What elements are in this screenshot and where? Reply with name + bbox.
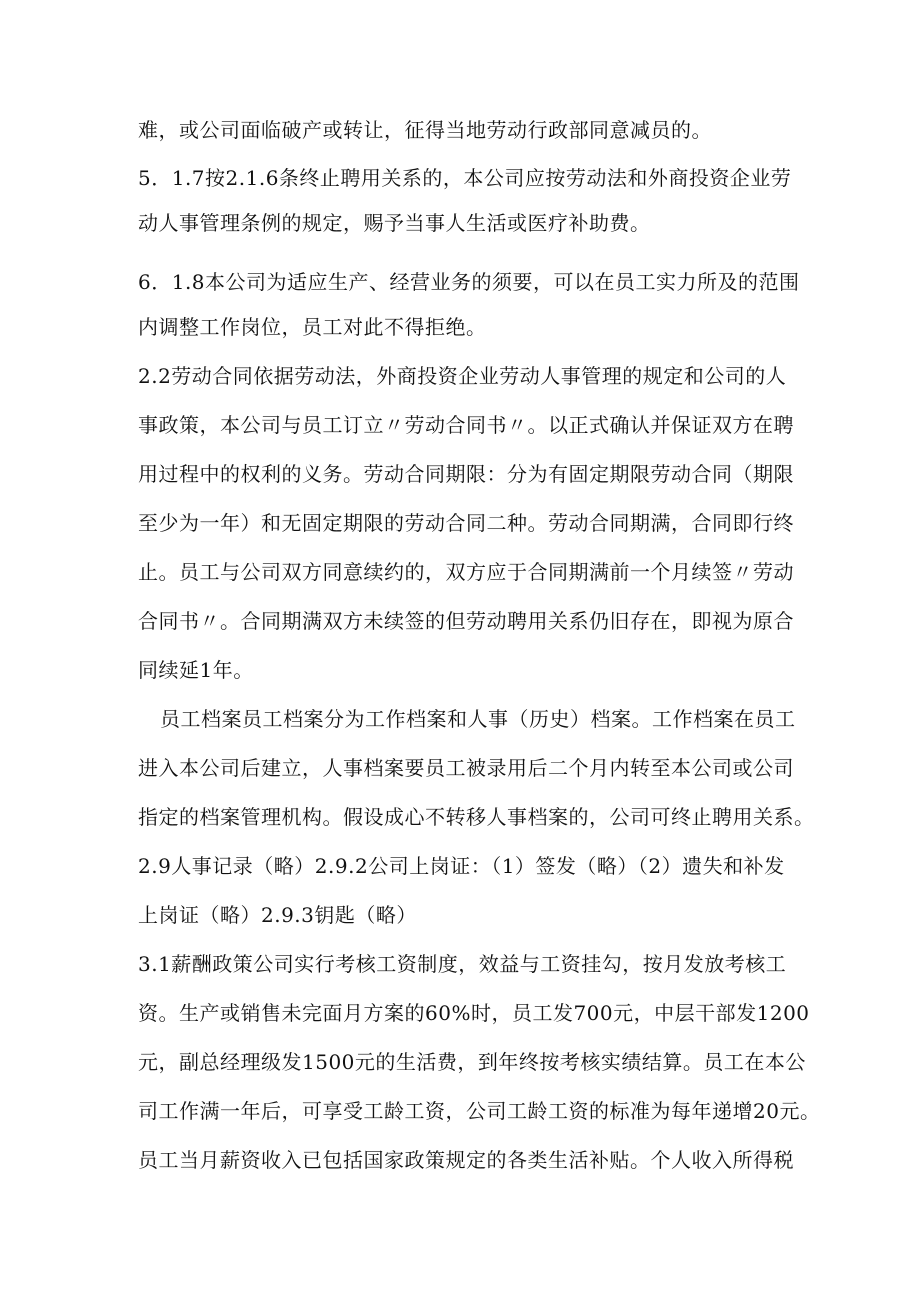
text-line: 事政策，本公司与员工订立〃劳动合同书〃。以正式确认并保证双方在聘 bbox=[138, 413, 794, 437]
text-line: 2.9人事记录（略）2.9.2公司上岗证：（1）签发（略）（2）遗失和补发 bbox=[138, 854, 785, 878]
text-line: 3.1薪酬政策公司实行考核工资制度，效益与工资挂勾，按月发放考核工 bbox=[138, 952, 787, 976]
text-line: 至少为一年）和无固定期限的劳动合同二种。劳动合同期满，合同即行终 bbox=[138, 511, 794, 535]
text-line: 止。员工与公司双方同意续约的，双方应于合同期满前一个月续签〃劳动 bbox=[138, 560, 794, 584]
text-line: 5．1.7按2.1.6条终止聘用关系的，本公司应按劳动法和外商投资企业劳 bbox=[138, 166, 792, 190]
text-line: 员工档案员工档案分为工作档案和人事（历史）档案。工作档案在员工 bbox=[160, 707, 796, 731]
text-line: 上岗证（略）2.9.3钥匙（略） bbox=[138, 903, 417, 927]
text-line: 司工作满一年后，可享受工龄工资，公司工龄工资的标准为每年递增20元。 bbox=[138, 1099, 821, 1123]
text-line: 6．1.8本公司为适应生产、经营业务的须要，可以在员工实力所及的范围 bbox=[138, 270, 800, 294]
text-line: 难，或公司面临破产或转让，征得当地劳动行政部同意减员的。 bbox=[138, 118, 712, 142]
text-line: 同续延1年。 bbox=[138, 658, 254, 682]
text-line: 2.2劳动合同依据劳动法，外商投资企业劳动人事管理的规定和公司的人 bbox=[138, 364, 787, 388]
text-line: 资。生产或销售未完面月方案的60%时，员工发700元，中层干部发1200 bbox=[138, 1001, 810, 1025]
text-line: 合同书〃。合同期满双方未续签的但劳动聘用关系仍旧存在，即视为原合 bbox=[138, 609, 794, 633]
text-line: 员工当月薪资收入已包括国家政策规定的各类生活补贴。个人收入所得税 bbox=[138, 1148, 794, 1172]
text-line: 进入本公司后建立，人事档案要员工被录用后二个月内转至本公司或公司 bbox=[138, 756, 794, 780]
text-line: 用过程中的权利的义务。劳动合同期限：分为有固定期限劳动合同（期限 bbox=[138, 462, 794, 486]
text-line: 动人事管理条例的规定，赐予当事人生活或医疗补助费。 bbox=[138, 211, 651, 235]
text-line: 指定的档案管理机构。假设成心不转移人事档案的，公司可终止聘用关系。 bbox=[138, 805, 815, 829]
text-line: 元，副总经理级发1500元的生活费，到年终按考核实绩结算。员工在本公 bbox=[138, 1050, 806, 1074]
text-line: 内调整工作岗位，员工对此不得拒绝。 bbox=[138, 315, 487, 339]
